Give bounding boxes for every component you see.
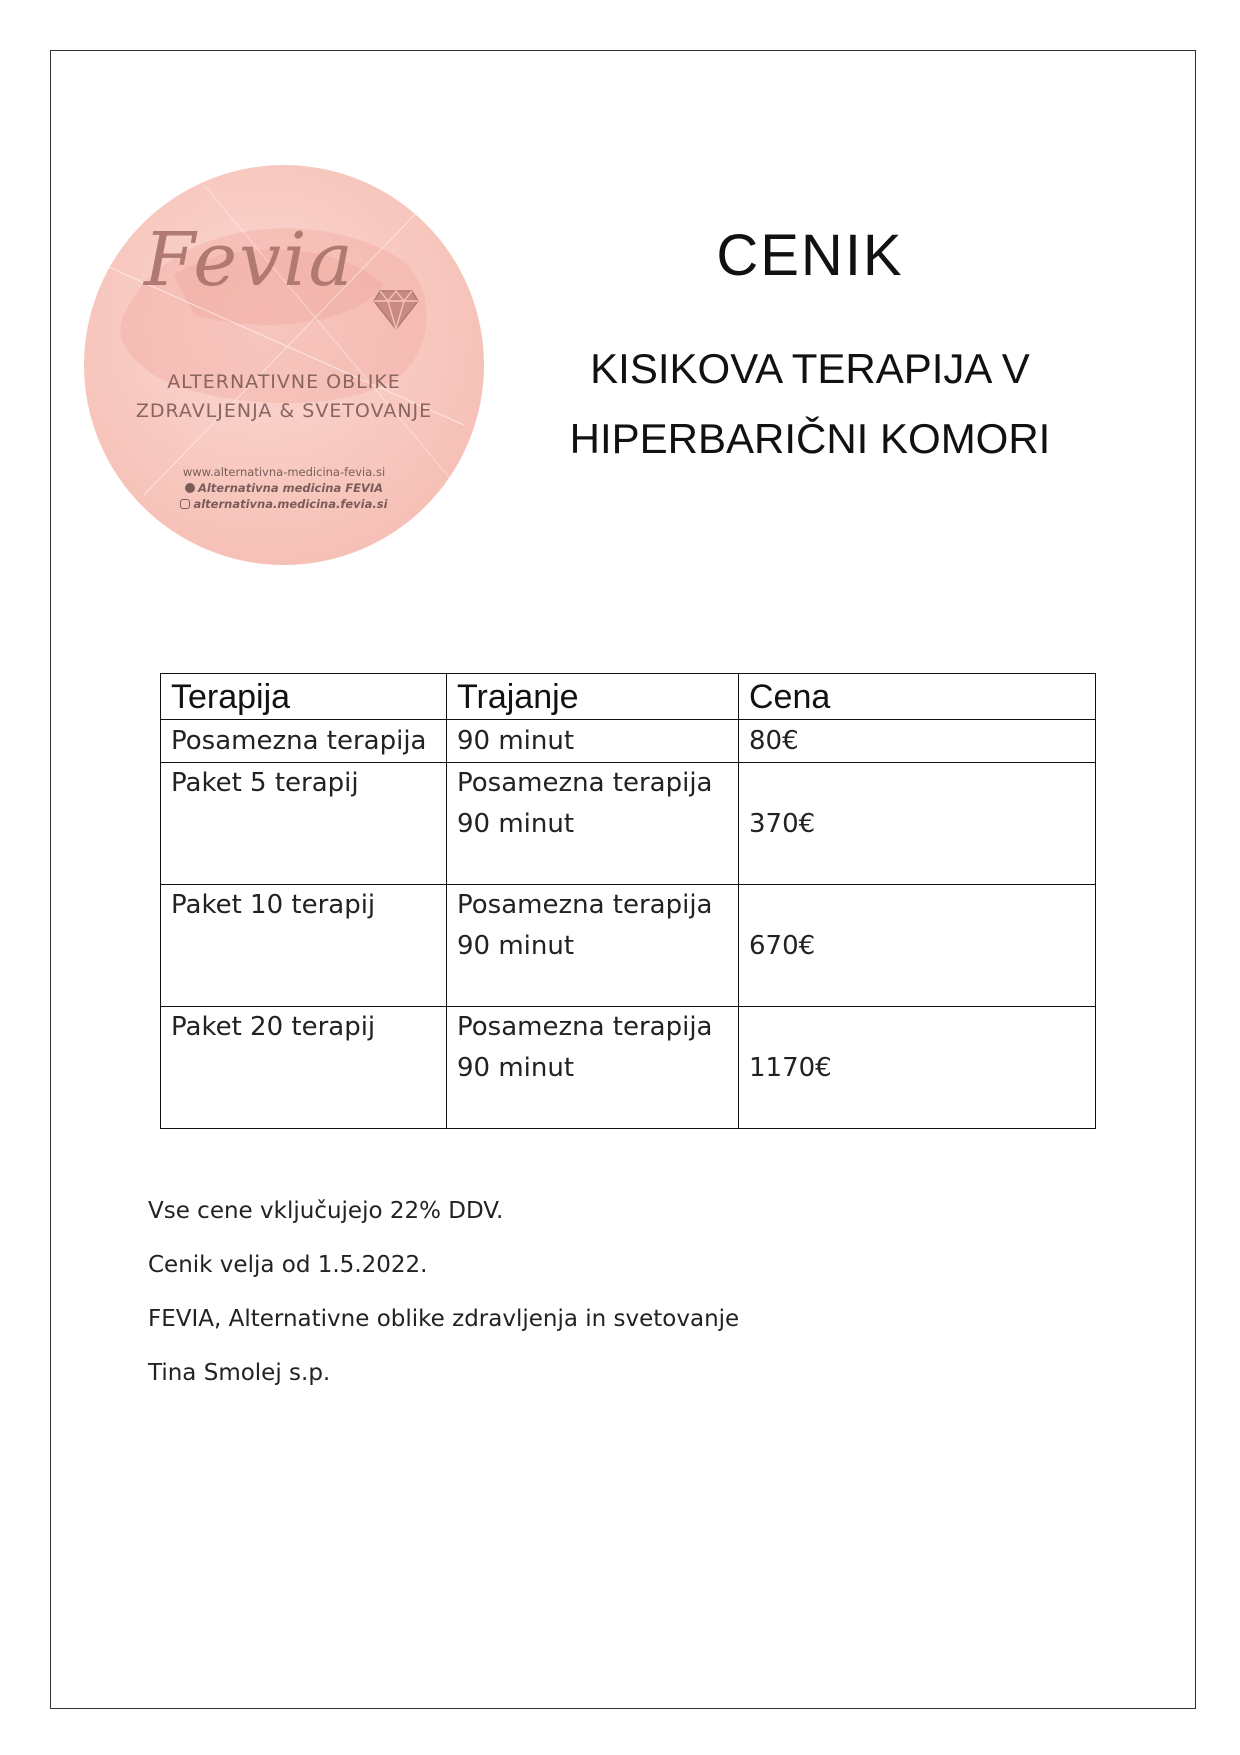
header-price: Cena (739, 674, 1096, 720)
company-name: FEVIA, Alternativne oblike zdravljenja in svetovanje (148, 1306, 740, 1332)
therapy-cell: Paket 10 terapij (161, 885, 447, 1007)
logo-script-name: Fevia (144, 217, 355, 303)
therapy-cell: Paket 5 terapij (161, 763, 447, 885)
subtitle-line1: KISIKOVA TERAPIJA V (590, 345, 1030, 392)
page-subtitle (520, 334, 1100, 474)
facebook-icon (185, 483, 195, 493)
instagram-label: alternativna.medicina.fevia.si (193, 497, 388, 511)
price-table (160, 673, 1096, 1129)
table-row (161, 885, 1096, 1007)
therapy-cell: Posamezna terapija (161, 720, 447, 763)
fevia-logo (84, 165, 484, 565)
footer-notes (148, 1196, 739, 1412)
logo-facebook (84, 481, 484, 495)
price-cell: 670€ (739, 885, 1096, 1007)
duration-line2: 90 minut (457, 1053, 575, 1083)
header-duration: Trajanje (447, 674, 739, 720)
logo-tagline-line2: ZDRAVLJENJA & SVETOVANJE (135, 400, 433, 422)
logo-website: www.alternativna-medicina-fevia.si (182, 465, 386, 479)
table-header-row (161, 674, 1096, 720)
duration-line2: 90 minut (457, 931, 575, 961)
instagram-icon (180, 499, 190, 509)
duration-line1: Posamezna terapija (457, 768, 713, 798)
duration-line1: Posamezna terapija (457, 890, 713, 920)
validity-note: Cenik velja od 1.5.2022. (148, 1252, 428, 1278)
page-title: CENIK (716, 223, 904, 288)
diamond-icon (372, 287, 420, 331)
duration-cell (447, 1007, 739, 1129)
logo-instagram (84, 497, 484, 511)
duration-line1: Posamezna terapija (457, 1012, 713, 1042)
logo-tagline-line1: ALTERNATIVNE OBLIKE (167, 371, 401, 393)
table-row (161, 763, 1096, 885)
price-cell: 370€ (739, 763, 1096, 885)
facebook-label: Alternativna medicina FEVIA (197, 481, 384, 495)
duration-line2: 90 minut (457, 809, 575, 839)
duration-cell (447, 763, 739, 885)
owner-name: Tina Smolej s.p. (148, 1360, 331, 1386)
duration-cell: 90 minut (447, 720, 739, 763)
header-therapy: Terapija (161, 674, 447, 720)
table-row (161, 720, 1096, 763)
price-cell: 80€ (739, 720, 1096, 763)
therapy-cell: Paket 20 terapij (161, 1007, 447, 1129)
duration-cell (447, 885, 739, 1007)
vat-note: Vse cene vključujejo 22% DDV. (148, 1198, 504, 1224)
table-row (161, 1007, 1096, 1129)
price-cell: 1170€ (739, 1007, 1096, 1129)
subtitle-line2: HIPERBARIČNI KOMORI (569, 415, 1051, 462)
